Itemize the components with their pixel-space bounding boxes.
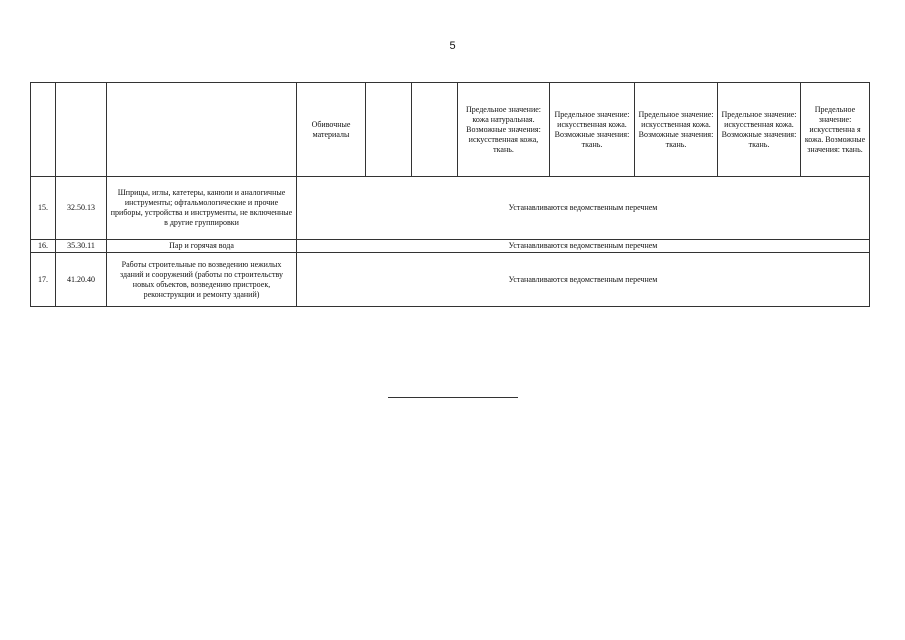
table-header-row [31,83,870,177]
header-empty-cell [107,83,297,177]
header-limit-cell: Предельное значение: искусственная кожа. Возможные значения: ткань. [635,83,718,177]
header-empty-cell [56,83,107,177]
table-row [31,253,870,307]
header-empty-cell [31,83,56,177]
row-name: Шприцы, иглы, катетеры, канюли и аналогичные инструменты; офтальмологические и прочие приборы, устройства и инструменты, не включенные в другие группировки [107,177,297,240]
header-limit-cell: Предельное значение: искусственная кожа. Возможные значения: ткань. [550,83,635,177]
row-name: Работы строительные по возведению нежилых зданий и сооружений (работы по строительству новых объектов, возведению пристроек, реконструкции и ремонту зданий) [107,253,297,307]
end-divider-line [388,397,518,398]
header-empty-cell [412,83,458,177]
row-code: 32.50.13 [56,177,107,240]
table-row [31,177,870,240]
row-code: 41.20.40 [56,253,107,307]
header-empty-cell [366,83,412,177]
requirements-table [30,82,870,307]
row-note: Устанавливаются ведомственным перечнем [297,177,870,240]
row-note: Устанавливаются ведомственным перечнем [297,240,870,253]
row-name: Пар и горячая вода [107,240,297,253]
row-number: 17. [31,253,56,307]
row-number: 16. [31,240,56,253]
header-limit-cell: Предельное значение: искусственна я кожа. Возможные значения: ткань. [801,83,870,177]
header-limit-cell: Предельное значение: искусственная кожа. Возможные значения: ткань. [718,83,801,177]
header-limit-cell: Предельное значение: кожа натуральная. Возможные значения: искусственная кожа, ткань. [458,83,550,177]
row-note: Устанавливаются ведомственным перечнем [297,253,870,307]
header-materials-cell: Обивочные материалы [297,83,366,177]
table-row [31,240,870,253]
row-number: 15. [31,177,56,240]
row-code: 35.30.11 [56,240,107,253]
page-number: 5 [449,40,456,52]
